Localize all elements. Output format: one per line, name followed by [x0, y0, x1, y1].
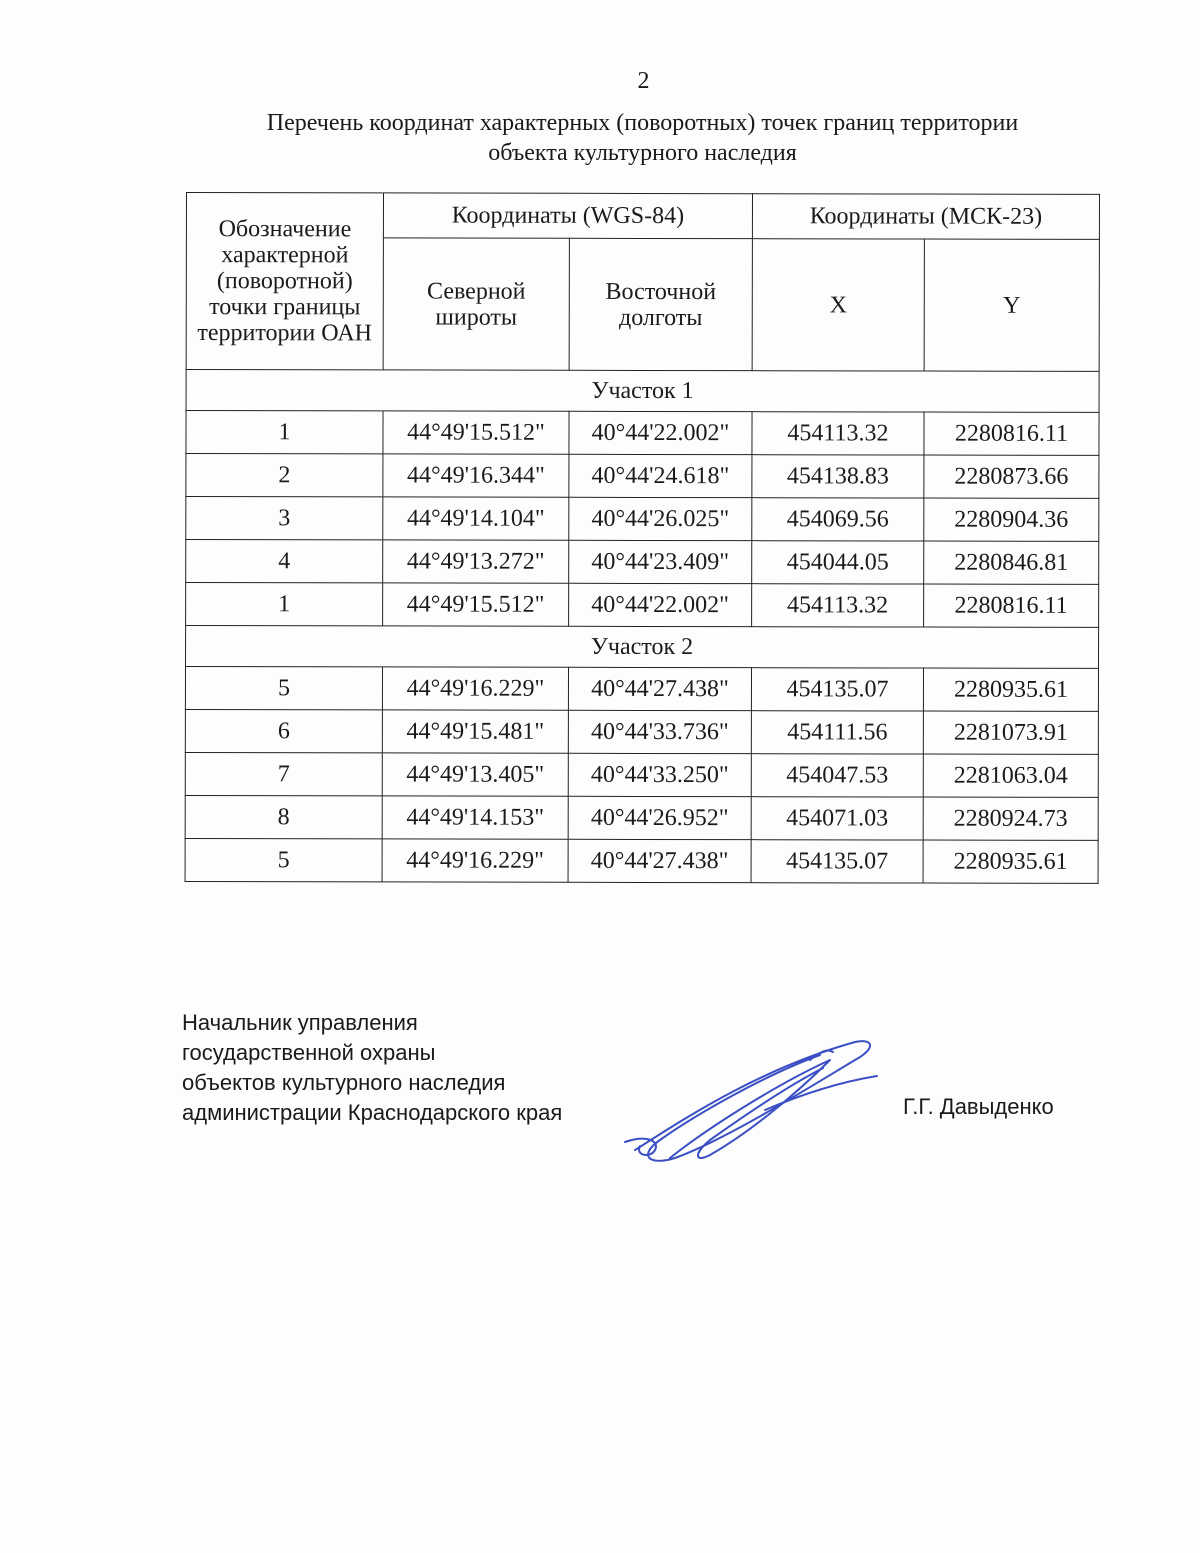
page-number: 2	[637, 68, 650, 94]
header-msk23: Координаты (МСК-23)	[752, 194, 1099, 240]
table-row	[186, 411, 1099, 456]
table-row	[185, 667, 1098, 712]
point-number-cell: 6	[185, 709, 382, 752]
x-cell: 454138.83	[752, 455, 924, 498]
y-cell: 2281063.04	[923, 754, 1098, 797]
latitude-cell: 44°49'13.272"	[383, 540, 569, 583]
y-cell: 2280924.73	[923, 797, 1098, 840]
table-body	[185, 370, 1099, 884]
y-cell: 2280816.11	[924, 412, 1099, 455]
signatory-position-line: объектов культурного наследия	[182, 1070, 506, 1095]
latitude-cell: 44°49'15.512"	[383, 411, 569, 454]
longitude-cell: 40°44'22.002"	[569, 583, 752, 626]
x-cell: 454113.32	[752, 412, 924, 455]
longitude-cell: 40°44'27.438"	[568, 839, 751, 882]
y-cell: 2280904.36	[924, 498, 1099, 541]
point-number-cell: 5	[185, 838, 382, 881]
x-cell: 454111.56	[751, 711, 923, 754]
latitude-cell: 44°49'14.104"	[383, 497, 569, 540]
table-row	[186, 497, 1099, 542]
header-east-longitude: Восточной долготы	[569, 238, 752, 370]
y-cell: 2280935.61	[923, 840, 1098, 883]
latitude-cell: 44°49'16.229"	[382, 667, 568, 710]
header-y: Y	[924, 239, 1099, 371]
y-cell: 2280935.61	[923, 668, 1098, 711]
section-title: Участок 1	[186, 370, 1099, 413]
handwritten-signature	[615, 1030, 885, 1165]
point-number-cell: 7	[185, 752, 382, 795]
latitude-cell: 44°49'14.153"	[382, 796, 568, 839]
table-row	[185, 838, 1098, 883]
table-row	[185, 709, 1098, 754]
x-cell: 454135.07	[751, 840, 923, 883]
table-row	[186, 583, 1099, 628]
document-title	[180, 108, 1105, 168]
y-cell: 2281073.91	[923, 711, 1098, 754]
longitude-cell: 40°44'33.736"	[568, 710, 751, 753]
y-cell: 2280873.66	[924, 455, 1099, 498]
signatory-position-line: Начальник управления	[182, 1010, 418, 1035]
section-row	[186, 370, 1099, 413]
latitude-cell: 44°49'16.229"	[382, 839, 568, 882]
signature-title-block	[182, 1008, 562, 1128]
longitude-cell: 40°44'22.002"	[569, 411, 752, 454]
table-row	[186, 454, 1099, 499]
latitude-cell: 44°49'13.405"	[382, 753, 568, 796]
latitude-cell: 44°49'15.512"	[383, 583, 569, 626]
title-line-1: Перечень координат характерных (поворотных) точек границ территории	[266, 110, 1019, 136]
header-north-latitude: Северной широты	[383, 238, 569, 370]
longitude-cell: 40°44'26.952"	[568, 796, 751, 839]
table-row	[185, 752, 1098, 797]
header-wgs84: Координаты (WGS-84)	[383, 193, 752, 239]
coordinates-table	[185, 192, 1100, 884]
x-cell: 454069.56	[752, 498, 924, 541]
point-number-cell: 3	[186, 497, 383, 540]
point-number-cell: 1	[186, 583, 383, 626]
y-cell: 2280816.11	[924, 584, 1099, 627]
title-line-2: объекта культурного наследия	[488, 140, 797, 166]
x-cell: 454071.03	[751, 797, 923, 840]
longitude-cell: 40°44'24.618"	[569, 454, 752, 497]
point-number-cell: 8	[185, 795, 382, 838]
point-number-cell: 5	[185, 667, 382, 710]
signatory-name: Г.Г. Давыденко	[903, 1094, 1054, 1119]
table-row	[186, 540, 1099, 585]
latitude-cell: 44°49'16.344"	[383, 454, 569, 497]
signatory-position-line: государственной охраны	[182, 1040, 436, 1065]
table-row	[185, 795, 1098, 840]
longitude-cell: 40°44'23.409"	[569, 540, 752, 583]
x-cell: 454135.07	[751, 668, 923, 711]
x-cell: 454047.53	[751, 754, 923, 797]
longitude-cell: 40°44'27.438"	[568, 667, 751, 710]
header-x: X	[752, 239, 924, 371]
point-number-cell: 4	[186, 540, 383, 583]
section-row	[186, 626, 1099, 669]
signatory-position-line: администрации Краснодарского края	[182, 1100, 563, 1125]
header-point-designation: Обозначение характерной (поворотной) точки границы территории ОАН	[186, 193, 383, 370]
longitude-cell: 40°44'26.025"	[569, 497, 752, 540]
latitude-cell: 44°49'15.481"	[382, 710, 568, 753]
longitude-cell: 40°44'33.250"	[568, 753, 751, 796]
point-number-cell: 1	[186, 411, 383, 454]
section-title: Участок 2	[186, 626, 1099, 669]
y-cell: 2280846.81	[924, 541, 1099, 584]
point-number-cell: 2	[186, 454, 383, 497]
x-cell: 454113.32	[752, 584, 924, 627]
x-cell: 454044.05	[752, 541, 924, 584]
